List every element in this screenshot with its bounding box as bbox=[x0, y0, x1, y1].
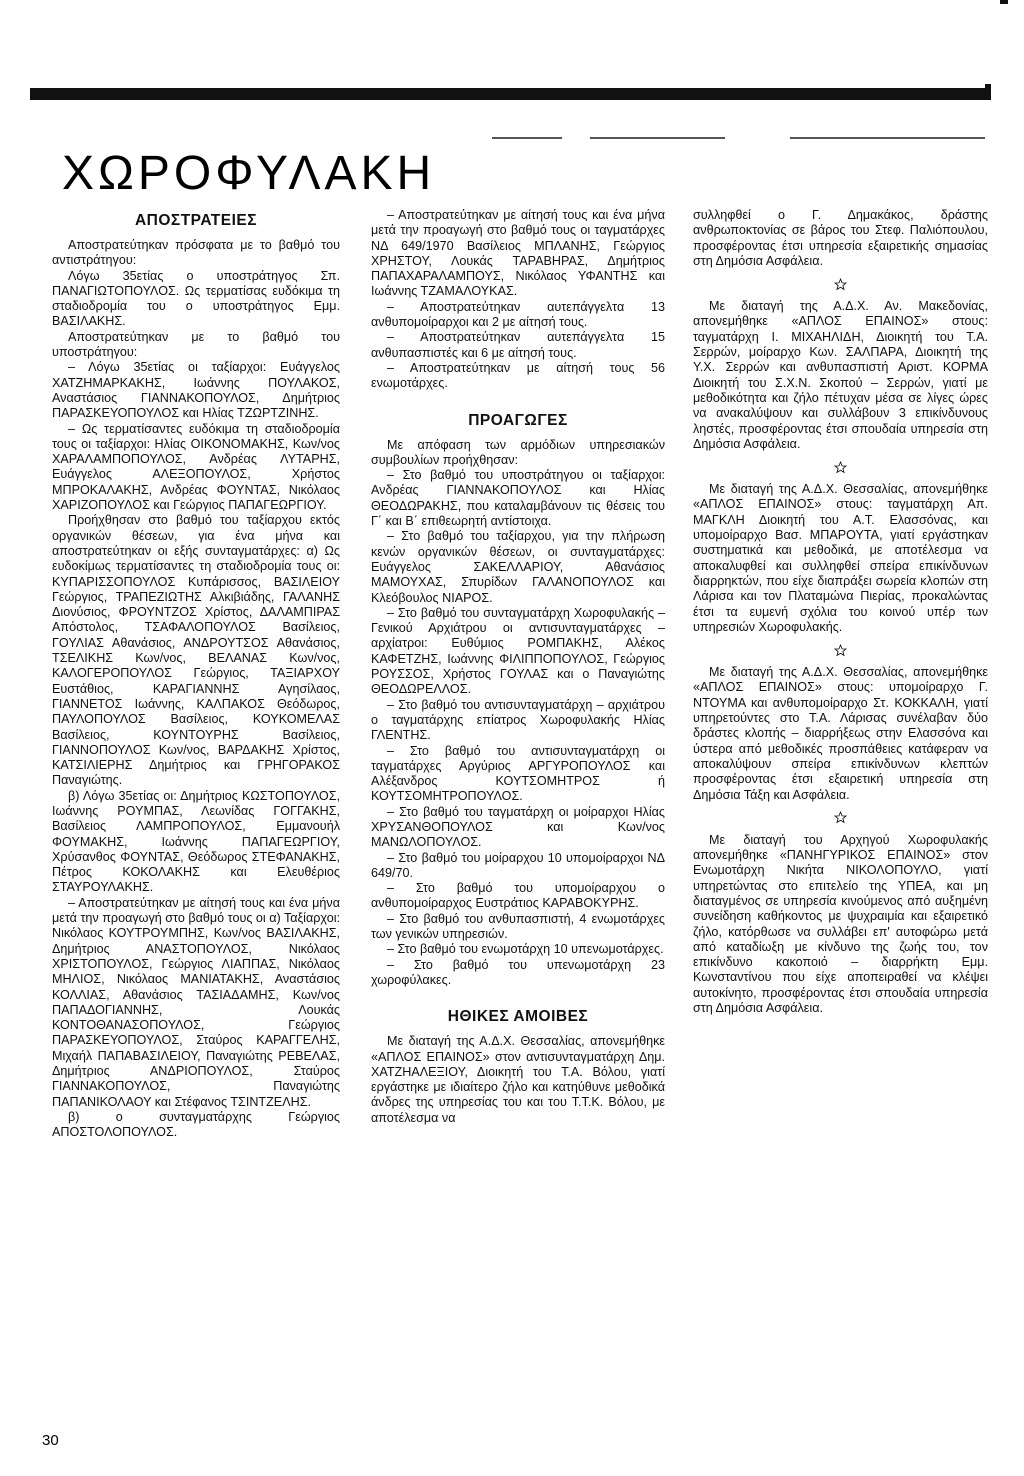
section-heading: ΠΡΟΑΓΩΓΕΣ bbox=[468, 411, 568, 429]
paragraph: Αποστρατεύτηκαν με το βαθμό του υποστράτηγου: bbox=[52, 329, 340, 360]
paragraph: – Στο βαθμό του ταγματάρχη οι μοίραρχοι Ηλίας ΧΡΥΣΑΝΘΟΠΟΥΛΟΣ και Κων/νος ΜΑΝΩΛΟΠΟΥΛΟΣ. bbox=[371, 804, 665, 850]
page-number: 30 bbox=[42, 1432, 59, 1449]
paragraph: – Στο βαθμό του αντισυνταγματάρχη – αρχιάτρου ο ταγματάρχης επίατρος Χωροφυλακής Ηλίας ΓΛΕΝΤΗΣ. bbox=[371, 697, 665, 743]
paragraph: – Λόγω 35ετίας οι ταξίαρχοι: Ευάγγελος ΧΑΤΖΗΜΑΡΚΑΚΗΣ, Ιωάννης ΠΟΥΛΑΚΟΣ, Αναστάσιος ΓΙΑΝΝΑΚΟΠΟΥΛΟΣ, Δημήτριος ΠΑΡΑΣΚΕΥΟΠΟΥΛΟΣ και Ηλίας ΤΖΩΡΤΖΙΝΗΣ. bbox=[52, 360, 340, 421]
paragraph: Με διαταγή της Α.Δ.Χ. Θεσσαλίας, απονεμήθηκε «ΑΠΛΟΣ ΕΠΑΙΝΟΣ» στους: υπομοίραρχο Γ. ΝΤΟΥΜΑ και ανθυπομοίραρχο Στ. ΚΟΚΚΑΛΗ, γιατί υπηρετούντες στο Τ.Α. Λάρισας συνέλαβαν δύο δράστες κλοπής – διαρρήξεως στην Ελασσόνα και ύστερα από μεθοδικές προσπάθειες κατάφεραν να αποκαλύψουν σπείρα επικίνδυνων κλεπτών προσφέροντας έτσι εξαιρετική υπηρεσία στη Δημόσια Τάξη και Ασφάλεια. bbox=[693, 665, 988, 802]
column-3 bbox=[693, 208, 988, 1016]
paragraph: β) Λόγω 35ετίας οι: Δημήτριος ΚΩΣΤΟΠΟΥΛΟΣ, Ιωάννης ΡΟΥΜΠΑΣ, Λεωνίδας ΓΟΓΓΑΚΗΣ, Βασίλειος ΛΑΜΠΡΟΠΟΥΛΟΣ, Εμμανουήλ ΦΟΥΜΑΚΗΣ, Ιωάννης ΠΑΠΑΓΕΩΡΓΙΟΥ, Χρύσανθος ΦΟΥΝΤΑΣ, Θεόδωρος ΣΤΕΦΑΝΑΚΗΣ, Πέτρος ΚΟΚΟΛΑΚΗΣ και Ελευθέριος ΣΤΑΥΡΟΥΛΑΚΗΣ. bbox=[52, 788, 340, 895]
paragraph: – Αποστρατεύτηκαν αυτεπάγγελτα 15 ανθυπασπιστές και 6 με αίτησή τους. bbox=[371, 330, 665, 360]
section-title: ΧΩΡΟΦΥΛΑΚΗ bbox=[62, 147, 436, 200]
paragraph: – Αποστρατεύτηκαν με αίτησή τους και ένα μήνα μετά την προαγωγή στο βαθμό τους οι α) Ταξίαρχοι: Νικόλαος ΚΟΥΤΡΟΥΜΠΗΣ, Κων/νος ΒΑΣΙΛΑΚΗΣ, Δημήτριος ΑΝΑΣΤΟΠΟΥΛΟΣ, Νικόλαος ΧΡΙΣΤΟΠΟΥΛΟΣ, Γεώργιος ΛΙΑΠΠΑΣ, Νικόλαος ΜΗΛΙΟΣ, Νικόλαος ΜΑΝΙΑΤΑΚΗΣ, Αναστάσιος ΚΟΛΛΙΑΣ, Αθανάσιος ΤΑΣΙΑΔΑΜΗΣ, Κων/νος ΠΑΠΑΔΟΓΙΑΝΝΗΣ, Λουκάς ΚΟΝΤΟΘΑΝΑΣΟΠΟΥΛΟΣ, Γεώργιος ΠΑΡΑΣΚΕΥΟΠΟΥΛΟΣ, Σταύρος ΚΑΡΑΓΓΕΛΗΣ, Μιχαήλ ΠΑΠΑΒΑΣΙΛΕΙΟΥ, Παναγιώτης ΡΕΒΕΛΑΣ, Δημήτριος ΑΝΔΡΙΟΠΟΥΛΟΣ, Σταύρος ΓΙΑΝΝΑΚΟΠΟΥΛΟΣ, Παναγιώτης ΠΑΠΑΝΙΚΟΛΑΟΥ και Στέφανος ΤΣΙΝΤΖΕΛΗΣ. bbox=[52, 895, 340, 1109]
section-heading: ΑΠΟΣΤΡΑΤΕΙΕΣ bbox=[134, 212, 258, 229]
paragraph: – Αποστρατεύτηκαν με αίτησή τους 56 ενωμοτάρχες. bbox=[371, 360, 665, 391]
header-rule-1 bbox=[492, 137, 562, 139]
paragraph: – Στο βαθμό του ανθυπασπιστή, 4 ενωμοτάρχες των γενικών υπηρεσιών. bbox=[371, 911, 665, 942]
paragraph: β) ο συνταγματάρχης Γεώργιος ΑΠΟΣΤΟΛΟΠΟΥΛΟΣ. bbox=[52, 1109, 340, 1140]
paragraph: – Στο βαθμό του αντισυνταγματάρχη οι ταγματάρχες Αργύριος ΑΡΓΥΡΟΠΟΥΛΟΣ και Αλέξανδρος ΚΟΥΤΣΟΜΗΤΡΟΣ ή ΚΟΥΤΣΟΜΗΤΡΟΠΟΥΛΟΣ. bbox=[371, 743, 665, 804]
paragraph: Με διαταγή της Α.Δ.Χ. Θεσσαλίας, απονεμήθηκε «ΑΠΛΟΣ ΕΠΑΙΝΟΣ» στους: ταγματάρχη Απ. ΜΑΓΚΛΗ Διοικητή του Α.Τ. Ελασσόνας, και υπομοίραρχο Βασ. ΜΠΑΡΟΥΤΑ, γιατί εργάστηκαν συστηματικά και μεθοδικά, με αποτέλεσμα να αποκαλυφθεί και συλληφθεί σπείρα επικίνδυνων διαρρηκτών, που είχε διαπράξει σωρεία κλοπών στη Λάρισα και τον Πλαταμώνα Πιερίας, προκαλώντας έτσι τα ευμενή σχόλια του κοινού υπέρ των υπηρεσιών Χωροφυλακής. bbox=[693, 482, 988, 634]
paragraph: – Στο βαθμό του υποστράτηγου οι ταξίαρχοι: Ανδρέας ΓΙΑΝΝΑΚΟΠΟΥΛΟΣ και Ηλίας ΘΕΟΔΩΡΑΚΗΣ, που καταλαμβάνουν τις θέσεις του Γ΄ και Β΄ επιθεωρητή αντίστοιχα. bbox=[371, 468, 665, 529]
paragraph: Με διαταγή του Αρχηγού Χωροφυλακής απονεμήθηκε «ΠΑΝΗΓΥΡΙΚΟΣ ΕΠΑΙΝΟΣ» στον Ενωμοτάρχη Νικήτα ΝΙΚΟΛΟΠΟΥΛΟ, γιατί υπηρετώντας στο επιτελείο της ΥΠΕΑ, και μη διαταγμένος σε υπηρεσία κινούμενος από αυξημένη συνείδηση καθήκοντος με ψυχραιμία και εξαιρετικό ζήλο, κατόρθωσε να συλλάβει επ' αυτοφώρω μετά από καταδίωξη με κίνδυνο της ζωής του, τον επικίνδυνο κακοποιό – διαρρήκτη Εμμ. Κωνσταντίνου που είχε αποπειραθεί να κλέψει αυτοκίνητο, προσφέροντας έτσι σπουδαία υπηρεσία στη Δημόσια Ασφάλεια. bbox=[693, 832, 988, 1016]
paragraph: – Ως τερματίσαντες ευδόκιμα τη σταδιοδρομία τους οι ταξίαρχοι: Ηλίας ΟΙΚΟΝΟΜΑΚΗΣ, Κων/νος ΧΑΡΑΛΑΜΠΟΠΟΥΛΟΣ, Ανδρέας ΛΥΤΑΡΗΣ, Ευάγγελος ΑΛΕΞΟΠΟΥΛΟΣ, Χρήστος ΜΠΡΟΚΑΛΑΚΗΣ, Ανδρέας ΦΟΥΝΤΑΣ, Νικόλαος ΧΑΡΙΖΟΠΟΥΛΟΣ και Γεώργιος ΠΑΠΑΓΕΩΡΓΙΟΥ. bbox=[52, 421, 340, 513]
section-heading: ΗΘΙΚΕΣ ΑΜΟΙΒΕΣ bbox=[447, 1008, 589, 1026]
top-bar-notch bbox=[985, 84, 991, 100]
star-separator-icon bbox=[693, 810, 988, 825]
paragraph: – Στο βαθμό του υπενωμοτάρχη 23 χωροφύλακες. bbox=[371, 957, 665, 987]
star-separator-icon bbox=[693, 276, 988, 291]
paragraph: – Στο βαθμό του συνταγματάρχη Χωροφυλακής – Γενικού Αρχιάτρου οι αντισυνταγματάρχες – αρχίατροι: Ευθύμιος ΡΟΜΠΑΚΗΣ, Αλέκος ΚΑΦΕΤΖΗΣ, Ιωάννης ΦΙΛΙΠΠΟΠΟΥΛΟΣ, Γεώργιος ΡΟΥΣΣΟΣ, Χρήστος ΓΟΥΛΑΣ και ο Παναγιώτης ΘΕΟΔΩΡΕΛΛΟΣ. bbox=[371, 605, 665, 697]
top-black-bar bbox=[30, 88, 988, 100]
header-rule-3 bbox=[790, 137, 985, 139]
paragraph: – Στο βαθμό του ενωμοτάρχη 10 υπενωμοτάρχες. bbox=[387, 942, 664, 957]
star-separator-icon bbox=[693, 642, 988, 657]
paragraph: Με διαταγή της Α.Δ.Χ. Θεσσαλίας, απονεμήθηκε «ΑΠΛΟΣ ΕΠΑΙΝΟΣ» στον αντισυνταγματάρχη Δημ. ΧΑΤΖΗΑΛΕΞΙΟΥ, Διοικητή του Τ.Α. Βόλου, γιατί εργάστηκε με ιδιαίτερο ζήλο και κατηύθυνε μεθοδικά άνδρες της υπηρεσίας του και του Τ.Τ.Κ. Βόλου, με αποτέλεσμα να bbox=[371, 1034, 665, 1125]
paragraph: – Αποστρατεύτηκαν με αίτησή τους και ένα μήνα μετά την προαγωγή στο βαθμό τους οι ταγματάρχες ΝΔ 649/1970 Βασίλειος ΜΠΛΑΝΗΣ, Γεώργιος ΧΡΗΣΤΟΥ, Λουκάς ΤΑΡΑΒΗΡΑΣ, Δημήτριος ΠΑΠΑΧΑΡΑΛΑΜΠΟΥΣ, Νικόλαος ΥΦΑΝΤΗΣ και Ιωάννης ΤΖΑΜΑΛΟΥΚΑΣ. bbox=[371, 208, 665, 299]
paragraph: Με απόφαση των αρμόδιων υπηρεσιακών συμβουλίων προήχθησαν: bbox=[371, 437, 665, 467]
column-2 bbox=[371, 208, 665, 1126]
paragraph: – Στο βαθμό του μοίραρχου 10 υπομοίραρχοι ΝΔ 649/70. bbox=[371, 850, 665, 880]
paragraph: Αποστρατεύτηκαν πρόσφατα με το βαθμό του αντιστράτηγου: bbox=[52, 238, 340, 268]
paragraph: συλληφθεί ο Γ. Δημακάκος, δράστης ανθρωποκτονίας σε βάρος του Στεφ. Παλιόπουλου, προσφέροντας έτσι υπηρεσία εξαιρετικής σημασίας στη Δημόσια Ασφάλεια. bbox=[693, 208, 988, 268]
column-1 bbox=[52, 208, 340, 1141]
corner-mark bbox=[1000, 0, 1008, 4]
header-rule-2 bbox=[590, 137, 725, 139]
star-separator-icon bbox=[693, 459, 988, 474]
paragraph: – Στο βαθμό του υπομοίραρχου ο ανθυπομοίραρχος Ευστράτιος ΚΑΡΑΒΟΚΥΡΗΣ. bbox=[371, 881, 665, 911]
paragraph: – Στο βαθμό του ταξίαρχου, για την πλήρωση κενών οργανικών θέσεων, οι συνταγματάρχες: Ευάγγελος ΣΑΚΕΛΛΑΡΙΟΥ, Αθανάσιος ΜΑΜΟΥΧΑΣ, Σπυρίδων ΓΑΛΑΝΟΠΟΥΛΟΣ και Κλεόβουλος ΝΙΑΡΟΣ. bbox=[371, 529, 665, 605]
paragraph: Λόγω 35ετίας ο υποστράτηγος Σπ. ΠΑΝΑΓΙΩΤΟΠΟΥΛΟΣ. Ως τερματίσας ευδόκιμα τη σταδιοδρομία του ο υποστράτηγος Εμμ. ΒΑΣΙΛΑΚΗΣ. bbox=[52, 268, 340, 329]
paragraph: Προήχθησαν στο βαθμό του ταξίαρχου εκτός οργανικών θέσεων, για ένα μήνα και αποστρατεύτηκαν οι εξής συνταγματάρχες: α) Ως ευδοκίμως τερματίσαντες τη σταδιοδρομία τους οι: ΚΥΠΑΡΙΣΣΟΠΟΥΛΟΣ Κυπάρισσος, ΒΑΣΙΛΕΙΟΥ Γεώργιος, ΤΡΑΠΕΖΙΩΤΗΣ Αλκιβιάδης, ΓΑΛΑΝΗΣ Διονύσιος, ΦΡΟΥΝΤΖΟΣ Χρίστος, ΔΑΛΑΜΠΙΡΑΣ Απόστολος, ΤΣΑΦΑΛΟΠΟΥΛΟΣ Βασίλειος, ΓΟΥΛΙΑΣ Αθανάσιος, ΑΝΔΡΟΥΤΣΟΣ Αθανάσιος, ΤΣΕΛΙΚΗΣ Κων/νος, ΒΕΛΑΝΑΣ Κων/νος, ΚΑΛΟΓΕΡΟΠΟΥΛΟΣ Γεώργιος, ΤΑΞΙΑΡΧΟΥ Ευστάθιος, ΚΑΡΑΓΙΑΝΝΗΣ Αγησίλαος, ΓΙΑΝΝΕΤΟΣ Ιωάννης, ΚΑΛΠΑΚΟΣ Θεόδωρος, ΠΑΥΛΟΠΟΥΛΟΣ Βασίλειος, ΚΟΥΚΟΜΕΛΑΣ Βασίλειος, ΚΟΥΝΤΟΥΡΗΣ Βασίλειος, ΓΙΑΝΝΟΠΟΥΛΟΣ Κων/νος, ΒΑΡΔΑΚΗΣ Χρίστος, ΚΑΤΣΙΛΙΕΡΗΣ Δημήτριος και ΓΡΗΓΟΡΑΚΟΣ Παναγιώτης. bbox=[52, 513, 340, 788]
paragraph: Με διαταγή της Α.Δ.Χ. Αν. Μακεδονίας, απονεμήθηκε «ΑΠΛΟΣ ΕΠΑΙΝΟΣ» στους: ταγματάρχη Ι. ΜΙΧΑΗΛΙΔΗ, Διοικητή του Τ.Α. Σερρών, μοίραρχο Κων. ΣΑΛΠΑΡΑ, Διοικητή της Υ.Χ. Σερρών και ανθυπασπιστή Αριστ. ΚΟΡΜΑ Διοικητή του Σ.Χ.Ν. Σκοπού – Σερρών, γιατί με μεθοδικότητα και ζήλο πέτυχαν μέσα σε λίγες ώρες να ανακαλύψουν και συλλάβουν 3 επικίνδυνους ληστές, προσφέροντας έτσι σπουδαία υπηρεσία στη Δημόσια Ασφάλεια. bbox=[693, 299, 988, 451]
paragraph: – Αποστρατεύτηκαν αυτεπάγγελτα 13 ανθυπομοίραρχοι και 2 με αίτησή τους. bbox=[371, 299, 665, 330]
